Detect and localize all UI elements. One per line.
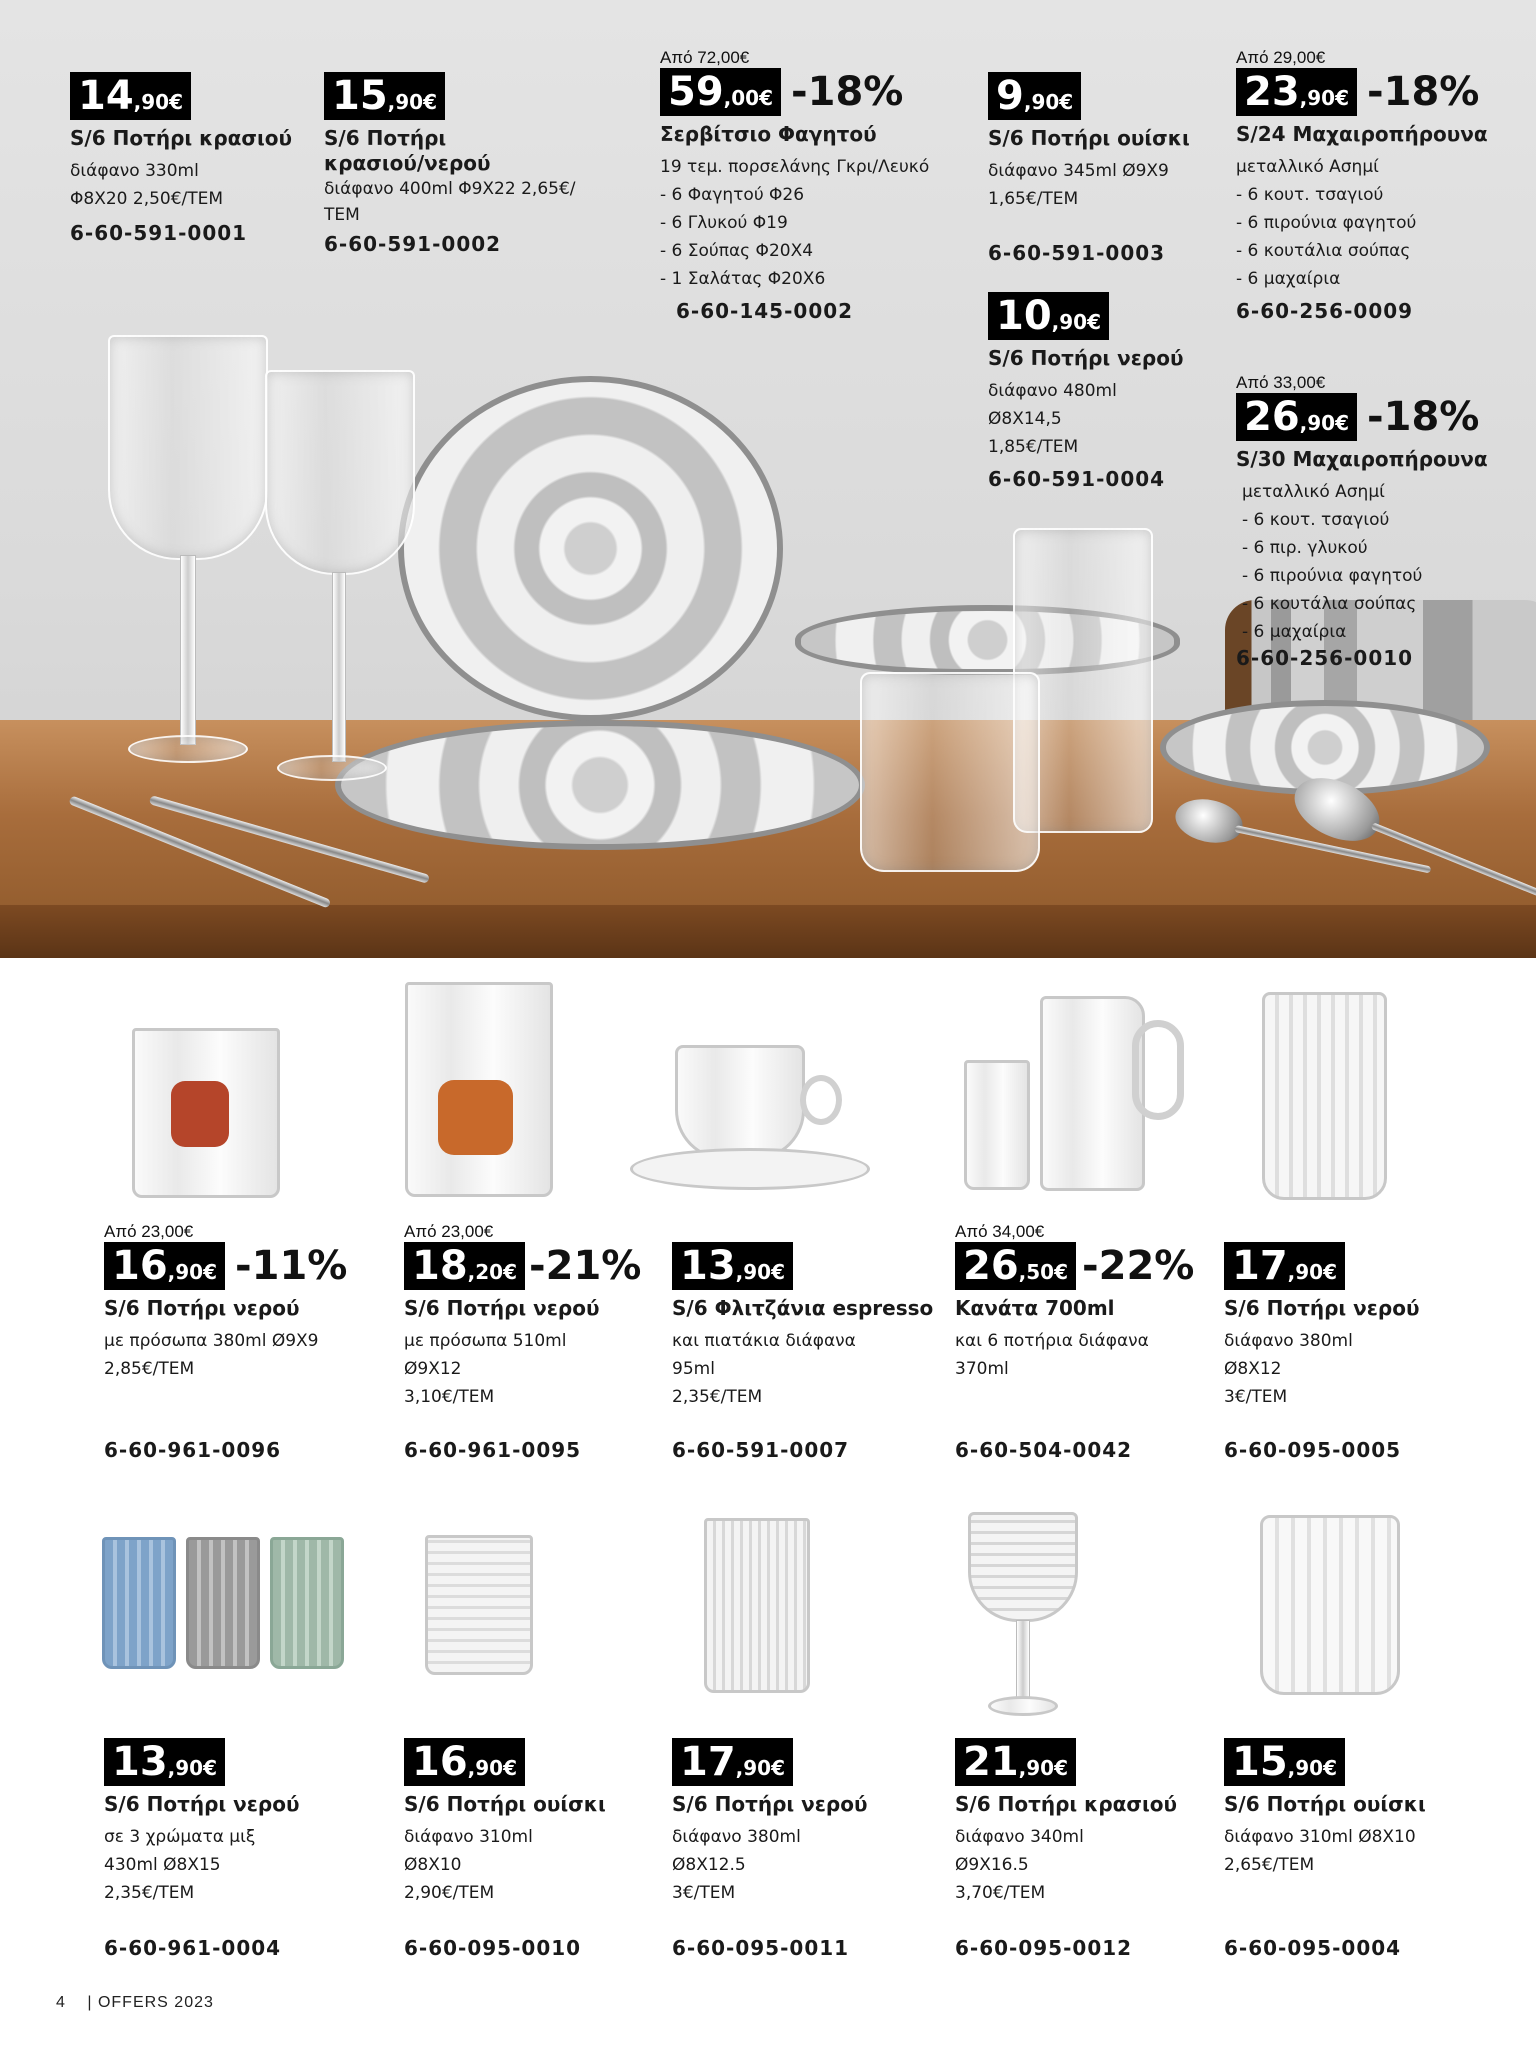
product-card-8 [672,1738,867,1907]
face-glass-380-photo [132,1028,280,1198]
product-title: S/6 Ποτήρι ουίσκι [1224,1792,1426,1816]
product-title: Σερβίτσιο Φαγητού [660,122,877,146]
product-code: 6-60-591-0001 [70,221,248,245]
discount-badge: -11% [235,1243,348,1289]
product-desc: διάφανο 345ml Ø9X9 1,65€/ΤΕΜ [988,161,1169,209]
product-desc: διάφανο 330ml Φ8Χ20 2,50€/ΤΕΜ [70,161,224,209]
product-code-7: 6-60-095-0010 [404,1936,582,1960]
footer-label: | OFFERS 2023 [87,1994,214,2011]
discount-badge: -21% [529,1243,642,1289]
wine-stem [1016,1620,1030,1700]
product-code-5: 6-60-095-0005 [1224,1438,1402,1462]
product-title: S/30 Μαχαιροπήρουνα [1236,447,1488,471]
product-desc: με πρόσωπα 510ml Ø9X12 3,10€/ΤΕΜ [404,1331,567,1407]
small-glass [964,1060,1030,1190]
product-code: 6-60-591-0003 [988,241,1166,265]
espresso-cup [675,1045,805,1160]
product-card-9 [955,1738,1177,1907]
wine-bowl [968,1512,1078,1622]
product-title: S/6 Ποτήρι κρασιού/νερού [324,126,491,175]
product-desc: 19 τεμ. πορσελάνης Γκρι/Λευκό - 6 Φαγητού Φ26 - 6 Γλυκού Φ19 - 6 Σούπας Φ20Χ4 - 1 Σαλάτας Φ20Χ6 [660,157,930,289]
product-desc: μεταλλικό Ασημί - 6 κουτ. τσαγιού - 6 πιρούνια φαγητού - 6 κουτάλια σούπας - 6 μαχαίρια [1236,157,1417,289]
price-tag: 16,90€ [104,1242,225,1290]
product-code-2: 6-60-961-0095 [404,1438,582,1462]
dinner-plate [335,720,865,850]
page-footer [56,1994,214,2012]
product-card-4 [955,1222,1194,1383]
was-price: Από 23,00€ [104,1222,194,1241]
product-code: 6-60-145-0002 [676,299,854,323]
price-tag: 10,90€ [988,292,1109,340]
product-code-10: 6-60-095-0004 [1224,1936,1402,1960]
product-title: S/6 Ποτήρι ουίσκι [988,126,1190,150]
product-desc: διάφανο 400ml Φ9Χ22 2,65€/ ΤΕΜ [324,179,576,225]
hero-item-water-glass [988,292,1183,491]
embossed-wine-glass-photo [968,1512,1078,1717]
was-price: Από 23,00€ [404,1222,494,1241]
product-code: 6-60-591-0002 [324,232,502,256]
jug [1040,996,1145,1191]
product-code: 6-60-256-0009 [1236,299,1414,323]
colored-glasses-photo [100,1535,350,1675]
product-title: S/6 Ποτήρι νερού [672,1792,868,1816]
gray-glass [186,1537,260,1669]
whisky-glass [860,672,1040,872]
face-print-amber [438,1080,513,1155]
embossed-water-glass-photo [704,1518,810,1693]
price-tag: 23,90€ [1236,68,1357,116]
product-title: S/6 Ποτήρι κρασιού [955,1792,1178,1816]
espresso-handle [800,1075,842,1125]
price-tag: 14,90€ [70,72,191,120]
product-card-1 [104,1222,347,1383]
jug-handle [1132,1020,1184,1120]
table-edge [0,905,1536,958]
wine-glass-base [128,735,248,763]
product-code-8: 6-60-095-0011 [672,1936,850,1960]
blue-glass [102,1537,176,1669]
product-desc: διάφανο 310ml Ø8X10 2,65€/ΤΕΜ [1224,1827,1416,1875]
product-card-6 [104,1738,299,1907]
hero-item-whisky-glass [988,72,1190,265]
wine-glass-right-base [277,755,387,781]
standing-plate [398,376,783,721]
product-title: S/6 Φλιτζάνια espresso [672,1296,934,1320]
patterned-glass-380-photo [1262,992,1387,1200]
page-number: 4 [56,1994,66,2011]
green-glass [270,1537,344,1669]
espresso-cup-photo [630,1040,870,1200]
price-tag: 26,90€ [1236,393,1357,441]
product-desc: διάφανο 380ml Ø8X12.5 3€/ΤΕΜ [672,1827,801,1903]
product-code-9: 6-60-095-0012 [955,1936,1133,1960]
product-title: S/24 Μαχαιροπήρουνα [1236,122,1488,146]
product-code: 6-60-256-0010 [1236,646,1414,670]
product-title: Κανάτα 700ml [955,1296,1115,1320]
wine-glass-stem [180,555,196,745]
discount-badge: -18% [1367,69,1480,115]
price-tag: 15,90€ [1224,1738,1345,1786]
was-price: Από 72,00€ [660,48,750,67]
price-tag: 15,90€ [324,72,445,120]
wine-glass-left [108,335,268,560]
price-tag: 26,50€ [955,1242,1076,1290]
face-glass-510-photo [405,982,553,1197]
product-title: S/6 Ποτήρι νερού [104,1792,300,1816]
was-price: Από 34,00€ [955,1222,1045,1241]
product-title: S/6 Ποτήρι κρασιού [70,126,293,150]
product-card-3 [672,1242,933,1411]
product-title: S/6 Ποτήρι νερού [404,1296,600,1320]
product-desc: και πιατάκια διάφανα 95ml 2,35€/ΤΕΜ [672,1331,856,1407]
product-desc: με πρόσωπα 380ml Ø9X9 2,85€/ΤΕΜ [104,1331,319,1379]
product-title: S/6 Ποτήρι νερού [104,1296,300,1320]
hero-item-cutlery-30 [1236,373,1488,670]
discount-badge: -18% [791,69,904,115]
product-card-10 [1224,1738,1426,1879]
product-code: 6-60-591-0004 [988,467,1166,491]
discount-badge: -22% [1082,1243,1195,1289]
patterned-whisky-glass-photo [1260,1515,1400,1695]
hero-item-dinner-set [660,48,929,323]
jug-set-photo [960,990,1195,1195]
price-tag: 21,90€ [955,1738,1076,1786]
product-title: S/6 Ποτήρι ουίσκι [404,1792,606,1816]
discount-badge: -18% [1367,394,1480,440]
hero-item-wine-glass [70,72,292,245]
embossed-whisky-glass-photo [425,1535,533,1675]
product-code-4: 6-60-504-0042 [955,1438,1133,1462]
price-tag: 59,00€ [660,68,781,116]
was-price: Από 33,00€ [1236,373,1326,392]
was-price: Από 29,00€ [1236,48,1326,67]
product-desc: διάφανο 310ml Ø8X10 2,90€/ΤΕΜ [404,1827,533,1903]
price-tag: 13,90€ [104,1738,225,1786]
product-desc: μεταλλικό Ασημί - 6 κουτ. τσαγιού - 6 πιρ. γλυκού - 6 πιρούνια φαγητού - 6 κουτάλια σούπας - 6 μαχαίρια [1242,482,1423,642]
product-title: S/6 Ποτήρι νερού [1224,1296,1420,1320]
product-card-2 [404,1222,641,1411]
price-tag: 17,90€ [1224,1242,1345,1290]
price-tag: 16,90€ [404,1738,525,1786]
product-card-7 [404,1738,606,1907]
price-tag: 13,90€ [672,1242,793,1290]
face-print-orange [171,1081,229,1147]
product-desc: διάφανο 340ml Ø9X16.5 3,70€/ΤΕΜ [955,1827,1084,1903]
product-desc: διάφανο 480ml Ø8X14,5 1,85€/ΤΕΜ [988,381,1117,457]
product-title: S/6 Ποτήρι νερού [988,346,1184,370]
product-card-5 [1224,1242,1419,1411]
price-tag: 18,20€ [404,1242,525,1290]
product-desc: και 6 ποτήρια διάφανα 370ml [955,1331,1149,1379]
hero-item-wine-water-glass [324,72,576,256]
price-tag: 9,90€ [988,72,1081,120]
wine-glass-right-stem [332,572,346,762]
product-code-1: 6-60-961-0096 [104,1438,282,1462]
product-code-6: 6-60-961-0004 [104,1936,282,1960]
product-desc: σε 3 χρώματα μιξ 430ml Ø8X15 2,35€/ΤΕΜ [104,1827,256,1903]
product-desc: διάφανο 380ml Ø8X12 3€/ΤΕΜ [1224,1331,1353,1407]
espresso-saucer [630,1148,870,1190]
wine-glass-right [265,370,415,575]
price-tag: 17,90€ [672,1738,793,1786]
product-code-3: 6-60-591-0007 [672,1438,850,1462]
hero-item-cutlery-24 [1236,48,1488,323]
wine-foot [988,1696,1058,1716]
